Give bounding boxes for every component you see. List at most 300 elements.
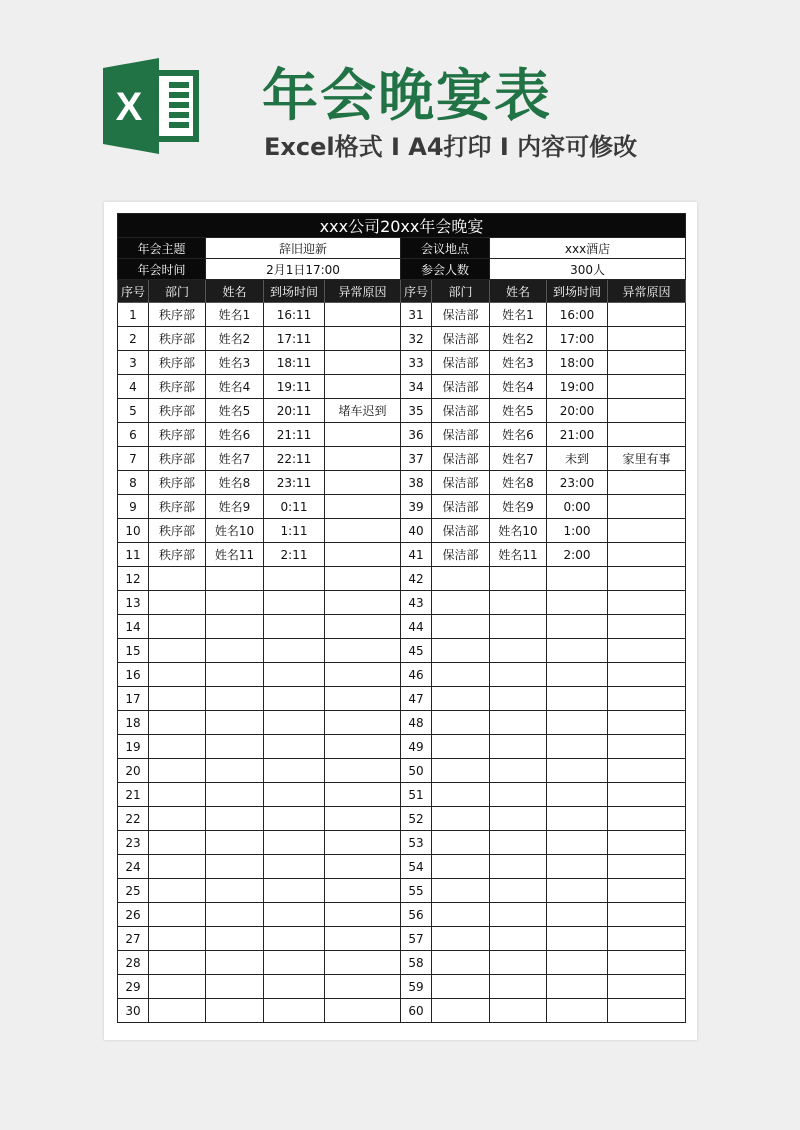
table-cell[interactable]: 23:00 [547, 471, 608, 495]
table-cell[interactable]: 42 [401, 567, 432, 591]
table-cell[interactable] [325, 591, 401, 615]
table-cell[interactable] [264, 903, 325, 927]
table-cell[interactable] [325, 927, 401, 951]
table-cell[interactable] [547, 903, 608, 927]
table-cell[interactable]: 家里有事 [608, 447, 686, 471]
table-cell[interactable]: 秩序部 [149, 375, 206, 399]
table-cell[interactable] [325, 543, 401, 567]
table-cell[interactable] [264, 615, 325, 639]
table-cell[interactable] [608, 999, 686, 1023]
table-cell[interactable] [608, 327, 686, 351]
table-cell[interactable]: 37 [401, 447, 432, 471]
table-cell[interactable] [608, 567, 686, 591]
table-cell[interactable] [264, 759, 325, 783]
table-cell[interactable] [608, 663, 686, 687]
table-cell[interactable]: 保洁部 [432, 543, 490, 567]
table-cell[interactable] [490, 759, 547, 783]
table-cell[interactable] [432, 975, 490, 999]
table-cell[interactable] [206, 951, 264, 975]
table-cell[interactable] [206, 831, 264, 855]
table-cell[interactable] [206, 999, 264, 1023]
table-cell[interactable] [149, 591, 206, 615]
table-cell[interactable]: 秩序部 [149, 327, 206, 351]
table-cell[interactable]: 59 [401, 975, 432, 999]
table-cell[interactable] [149, 903, 206, 927]
table-cell[interactable]: 1 [118, 303, 149, 327]
table-cell[interactable]: 16 [118, 663, 149, 687]
table-cell[interactable]: 秩序部 [149, 351, 206, 375]
table-cell[interactable]: 7 [118, 447, 149, 471]
table-cell[interactable] [206, 663, 264, 687]
table-cell[interactable]: 23:11 [264, 471, 325, 495]
table-cell[interactable]: 27 [118, 927, 149, 951]
table-cell[interactable] [547, 927, 608, 951]
table-cell[interactable] [325, 495, 401, 519]
table-cell[interactable] [547, 783, 608, 807]
table-cell[interactable]: 32 [401, 327, 432, 351]
table-cell[interactable] [608, 879, 686, 903]
table-cell[interactable] [608, 543, 686, 567]
table-cell[interactable]: 姓名4 [490, 375, 547, 399]
table-cell[interactable]: 40 [401, 519, 432, 543]
table-cell[interactable] [432, 615, 490, 639]
table-cell[interactable]: 保洁部 [432, 495, 490, 519]
table-cell[interactable]: 0:11 [264, 495, 325, 519]
table-cell[interactable] [149, 687, 206, 711]
table-cell[interactable] [264, 927, 325, 951]
table-cell[interactable]: 保洁部 [432, 375, 490, 399]
table-cell[interactable] [490, 687, 547, 711]
table-cell[interactable]: 姓名10 [206, 519, 264, 543]
table-cell[interactable] [325, 687, 401, 711]
table-cell[interactable] [547, 663, 608, 687]
table-cell[interactable] [608, 711, 686, 735]
table-cell[interactable] [206, 927, 264, 951]
table-cell[interactable]: 39 [401, 495, 432, 519]
table-cell[interactable] [264, 687, 325, 711]
table-cell[interactable]: 35 [401, 399, 432, 423]
table-cell[interactable]: 19:00 [547, 375, 608, 399]
table-cell[interactable]: 30 [118, 999, 149, 1023]
table-cell[interactable]: 秩序部 [149, 495, 206, 519]
table-cell[interactable] [432, 711, 490, 735]
table-cell[interactable] [432, 999, 490, 1023]
table-cell[interactable]: 姓名11 [206, 543, 264, 567]
table-cell[interactable] [547, 855, 608, 879]
table-cell[interactable] [547, 687, 608, 711]
table-cell[interactable] [206, 759, 264, 783]
table-cell[interactable]: 4 [118, 375, 149, 399]
table-cell[interactable]: 姓名5 [490, 399, 547, 423]
table-cell[interactable]: 17 [118, 687, 149, 711]
table-cell[interactable]: 姓名2 [206, 327, 264, 351]
table-cell[interactable] [325, 423, 401, 447]
table-cell[interactable]: 姓名8 [206, 471, 264, 495]
table-cell[interactable] [149, 975, 206, 999]
table-cell[interactable] [264, 951, 325, 975]
table-cell[interactable] [432, 567, 490, 591]
table-cell[interactable] [206, 879, 264, 903]
table-cell[interactable]: 23 [118, 831, 149, 855]
info-value[interactable]: 300人 [490, 259, 686, 280]
table-cell[interactable] [206, 567, 264, 591]
table-cell[interactable] [490, 855, 547, 879]
table-cell[interactable]: 21 [118, 783, 149, 807]
table-cell[interactable] [432, 807, 490, 831]
table-cell[interactable] [325, 639, 401, 663]
table-cell[interactable] [149, 639, 206, 663]
table-cell[interactable] [325, 951, 401, 975]
table-cell[interactable] [264, 831, 325, 855]
table-cell[interactable]: 秩序部 [149, 543, 206, 567]
table-cell[interactable]: 姓名7 [206, 447, 264, 471]
table-cell[interactable]: 姓名1 [490, 303, 547, 327]
table-cell[interactable] [608, 951, 686, 975]
table-cell[interactable]: 21:00 [547, 423, 608, 447]
table-cell[interactable] [608, 471, 686, 495]
table-cell[interactable] [547, 615, 608, 639]
table-cell[interactable]: 秩序部 [149, 303, 206, 327]
table-cell[interactable] [264, 639, 325, 663]
table-cell[interactable] [149, 807, 206, 831]
table-cell[interactable] [547, 807, 608, 831]
table-cell[interactable]: 保洁部 [432, 471, 490, 495]
table-cell[interactable] [206, 855, 264, 879]
table-cell[interactable] [149, 783, 206, 807]
table-cell[interactable]: 姓名6 [490, 423, 547, 447]
table-cell[interactable]: 21:11 [264, 423, 325, 447]
table-cell[interactable]: 1:00 [547, 519, 608, 543]
table-cell[interactable] [490, 951, 547, 975]
table-cell[interactable]: 保洁部 [432, 447, 490, 471]
table-cell[interactable]: 堵车迟到 [325, 399, 401, 423]
table-cell[interactable] [149, 711, 206, 735]
table-cell[interactable]: 41 [401, 543, 432, 567]
table-cell[interactable] [608, 495, 686, 519]
table-cell[interactable]: 秩序部 [149, 519, 206, 543]
table-cell[interactable] [608, 375, 686, 399]
table-cell[interactable] [325, 327, 401, 351]
table-cell[interactable]: 22:11 [264, 447, 325, 471]
table-cell[interactable] [432, 687, 490, 711]
table-cell[interactable] [608, 783, 686, 807]
table-cell[interactable] [149, 615, 206, 639]
table-cell[interactable]: 25 [118, 879, 149, 903]
table-cell[interactable]: 姓名3 [490, 351, 547, 375]
table-cell[interactable] [149, 879, 206, 903]
table-cell[interactable] [149, 999, 206, 1023]
table-cell[interactable] [547, 591, 608, 615]
table-cell[interactable] [432, 759, 490, 783]
table-cell[interactable] [490, 975, 547, 999]
table-cell[interactable] [490, 831, 547, 855]
table-cell[interactable]: 43 [401, 591, 432, 615]
table-cell[interactable] [206, 591, 264, 615]
table-cell[interactable] [608, 519, 686, 543]
table-cell[interactable] [149, 759, 206, 783]
table-cell[interactable]: 50 [401, 759, 432, 783]
table-cell[interactable]: 秩序部 [149, 471, 206, 495]
table-cell[interactable] [547, 879, 608, 903]
table-cell[interactable] [608, 831, 686, 855]
table-cell[interactable]: 16:00 [547, 303, 608, 327]
table-cell[interactable] [608, 927, 686, 951]
table-cell[interactable] [608, 639, 686, 663]
table-cell[interactable]: 51 [401, 783, 432, 807]
table-cell[interactable] [325, 567, 401, 591]
table-cell[interactable] [325, 759, 401, 783]
table-cell[interactable]: 48 [401, 711, 432, 735]
table-cell[interactable]: 56 [401, 903, 432, 927]
table-cell[interactable] [490, 879, 547, 903]
table-cell[interactable] [325, 303, 401, 327]
table-cell[interactable] [149, 735, 206, 759]
table-cell[interactable]: 5 [118, 399, 149, 423]
info-value[interactable]: 辞旧迎新 [206, 238, 401, 259]
table-cell[interactable] [325, 471, 401, 495]
table-cell[interactable]: 秩序部 [149, 447, 206, 471]
table-cell[interactable] [264, 591, 325, 615]
table-cell[interactable]: 44 [401, 615, 432, 639]
table-cell[interactable]: 0:00 [547, 495, 608, 519]
table-cell[interactable] [206, 735, 264, 759]
table-cell[interactable] [325, 879, 401, 903]
table-cell[interactable] [432, 591, 490, 615]
table-cell[interactable]: 2:00 [547, 543, 608, 567]
table-cell[interactable] [490, 735, 547, 759]
table-cell[interactable]: 20:00 [547, 399, 608, 423]
table-cell[interactable]: 保洁部 [432, 519, 490, 543]
table-cell[interactable] [432, 951, 490, 975]
table-cell[interactable]: 24 [118, 855, 149, 879]
table-cell[interactable]: 60 [401, 999, 432, 1023]
table-cell[interactable] [490, 663, 547, 687]
table-cell[interactable] [325, 711, 401, 735]
table-cell[interactable] [325, 735, 401, 759]
table-cell[interactable] [608, 303, 686, 327]
table-cell[interactable]: 57 [401, 927, 432, 951]
table-cell[interactable] [325, 807, 401, 831]
table-cell[interactable] [325, 615, 401, 639]
table-cell[interactable]: 47 [401, 687, 432, 711]
table-cell[interactable]: 8 [118, 471, 149, 495]
table-cell[interactable]: 52 [401, 807, 432, 831]
table-cell[interactable]: 45 [401, 639, 432, 663]
table-cell[interactable]: 姓名10 [490, 519, 547, 543]
table-cell[interactable] [206, 903, 264, 927]
table-cell[interactable] [325, 351, 401, 375]
table-cell[interactable]: 36 [401, 423, 432, 447]
table-cell[interactable]: 6 [118, 423, 149, 447]
table-cell[interactable] [432, 879, 490, 903]
table-cell[interactable] [264, 975, 325, 999]
table-cell[interactable] [608, 759, 686, 783]
table-cell[interactable] [206, 807, 264, 831]
table-cell[interactable] [490, 711, 547, 735]
table-cell[interactable] [325, 519, 401, 543]
table-cell[interactable] [149, 567, 206, 591]
table-cell[interactable] [206, 783, 264, 807]
table-cell[interactable]: 姓名8 [490, 471, 547, 495]
table-cell[interactable]: 姓名7 [490, 447, 547, 471]
table-cell[interactable]: 保洁部 [432, 399, 490, 423]
table-cell[interactable] [547, 711, 608, 735]
table-cell[interactable]: 46 [401, 663, 432, 687]
table-cell[interactable] [264, 567, 325, 591]
table-cell[interactable] [608, 351, 686, 375]
table-cell[interactable]: 姓名9 [490, 495, 547, 519]
table-cell[interactable]: 19:11 [264, 375, 325, 399]
table-cell[interactable] [325, 447, 401, 471]
table-cell[interactable]: 1:11 [264, 519, 325, 543]
table-cell[interactable] [432, 735, 490, 759]
table-cell[interactable] [608, 903, 686, 927]
table-cell[interactable]: 18:00 [547, 351, 608, 375]
table-cell[interactable]: 保洁部 [432, 303, 490, 327]
table-cell[interactable] [264, 783, 325, 807]
table-cell[interactable] [206, 975, 264, 999]
table-cell[interactable] [432, 855, 490, 879]
table-cell[interactable] [149, 951, 206, 975]
table-cell[interactable]: 20:11 [264, 399, 325, 423]
table-cell[interactable] [432, 783, 490, 807]
table-cell[interactable] [325, 975, 401, 999]
table-cell[interactable]: 17:00 [547, 327, 608, 351]
table-cell[interactable] [608, 591, 686, 615]
table-cell[interactable] [325, 663, 401, 687]
table-cell[interactable]: 18 [118, 711, 149, 735]
table-cell[interactable] [608, 423, 686, 447]
table-cell[interactable] [432, 927, 490, 951]
table-cell[interactable] [264, 855, 325, 879]
table-cell[interactable]: 2 [118, 327, 149, 351]
table-cell[interactable] [325, 903, 401, 927]
table-cell[interactable] [547, 639, 608, 663]
table-cell[interactable] [264, 999, 325, 1023]
table-cell[interactable]: 29 [118, 975, 149, 999]
table-cell[interactable] [432, 639, 490, 663]
table-cell[interactable]: 3 [118, 351, 149, 375]
table-cell[interactable] [149, 855, 206, 879]
table-cell[interactable] [547, 975, 608, 999]
table-cell[interactable] [325, 831, 401, 855]
table-cell[interactable] [490, 999, 547, 1023]
table-cell[interactable]: 53 [401, 831, 432, 855]
table-cell[interactable]: 20 [118, 759, 149, 783]
table-cell[interactable] [547, 831, 608, 855]
table-cell[interactable]: 秩序部 [149, 423, 206, 447]
table-cell[interactable] [432, 903, 490, 927]
table-cell[interactable] [547, 735, 608, 759]
table-cell[interactable] [608, 855, 686, 879]
table-cell[interactable]: 姓名4 [206, 375, 264, 399]
table-cell[interactable]: 12 [118, 567, 149, 591]
table-cell[interactable]: 58 [401, 951, 432, 975]
table-cell[interactable]: 10 [118, 519, 149, 543]
table-cell[interactable]: 姓名1 [206, 303, 264, 327]
table-cell[interactable]: 54 [401, 855, 432, 879]
table-cell[interactable] [490, 927, 547, 951]
table-cell[interactable] [608, 615, 686, 639]
table-cell[interactable] [608, 975, 686, 999]
table-cell[interactable]: 保洁部 [432, 351, 490, 375]
table-cell[interactable] [608, 735, 686, 759]
table-cell[interactable] [325, 375, 401, 399]
table-cell[interactable] [206, 687, 264, 711]
table-cell[interactable]: 19 [118, 735, 149, 759]
table-cell[interactable]: 18:11 [264, 351, 325, 375]
table-cell[interactable] [264, 663, 325, 687]
table-cell[interactable]: 26 [118, 903, 149, 927]
table-cell[interactable]: 保洁部 [432, 423, 490, 447]
table-cell[interactable] [206, 615, 264, 639]
table-cell[interactable] [608, 807, 686, 831]
table-cell[interactable]: 11 [118, 543, 149, 567]
table-cell[interactable]: 姓名11 [490, 543, 547, 567]
table-cell[interactable] [490, 639, 547, 663]
info-value[interactable]: 2月1日17:00 [206, 259, 401, 280]
table-cell[interactable]: 保洁部 [432, 327, 490, 351]
table-cell[interactable]: 13 [118, 591, 149, 615]
table-cell[interactable]: 31 [401, 303, 432, 327]
table-cell[interactable]: 38 [401, 471, 432, 495]
table-cell[interactable] [264, 735, 325, 759]
table-cell[interactable] [490, 807, 547, 831]
table-cell[interactable]: 17:11 [264, 327, 325, 351]
table-cell[interactable]: 2:11 [264, 543, 325, 567]
info-value[interactable]: xxx酒店 [490, 238, 686, 259]
table-cell[interactable] [264, 807, 325, 831]
table-cell[interactable]: 34 [401, 375, 432, 399]
table-cell[interactable]: 未到 [547, 447, 608, 471]
table-cell[interactable]: 33 [401, 351, 432, 375]
table-cell[interactable] [432, 831, 490, 855]
table-cell[interactable] [490, 903, 547, 927]
table-cell[interactable] [149, 663, 206, 687]
table-cell[interactable]: 9 [118, 495, 149, 519]
table-cell[interactable] [325, 783, 401, 807]
table-cell[interactable]: 22 [118, 807, 149, 831]
table-cell[interactable] [264, 711, 325, 735]
table-cell[interactable]: 姓名5 [206, 399, 264, 423]
table-cell[interactable]: 15 [118, 639, 149, 663]
table-cell[interactable] [547, 759, 608, 783]
table-cell[interactable]: 16:11 [264, 303, 325, 327]
table-cell[interactable]: 姓名6 [206, 423, 264, 447]
table-cell[interactable]: 姓名9 [206, 495, 264, 519]
table-cell[interactable] [490, 567, 547, 591]
table-cell[interactable] [547, 999, 608, 1023]
table-cell[interactable] [490, 783, 547, 807]
table-cell[interactable] [206, 711, 264, 735]
table-cell[interactable] [206, 639, 264, 663]
table-cell[interactable] [608, 687, 686, 711]
table-cell[interactable]: 姓名2 [490, 327, 547, 351]
table-cell[interactable]: 秩序部 [149, 399, 206, 423]
table-cell[interactable]: 55 [401, 879, 432, 903]
table-cell[interactable] [149, 831, 206, 855]
table-cell[interactable] [325, 999, 401, 1023]
table-cell[interactable]: 49 [401, 735, 432, 759]
table-cell[interactable] [547, 567, 608, 591]
table-cell[interactable] [325, 855, 401, 879]
table-cell[interactable]: 14 [118, 615, 149, 639]
table-cell[interactable] [490, 591, 547, 615]
table-cell[interactable] [547, 951, 608, 975]
table-cell[interactable]: 28 [118, 951, 149, 975]
table-cell[interactable] [490, 615, 547, 639]
table-cell[interactable]: 姓名3 [206, 351, 264, 375]
